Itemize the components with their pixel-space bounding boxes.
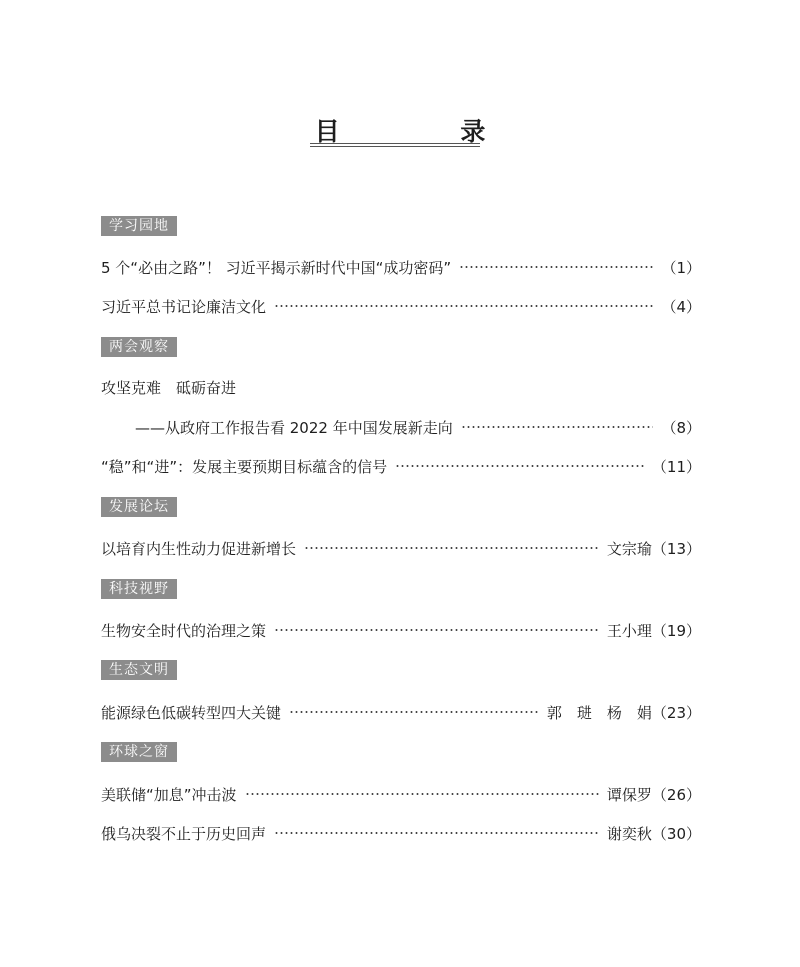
toc-entry[interactable]	[101, 256, 701, 278]
section-label: 发展论坛	[101, 497, 177, 517]
entry-title: 俄乌决裂不止于历史回声	[101, 824, 267, 843]
toc-entry[interactable]	[101, 619, 701, 641]
section-label: 科技视野	[101, 579, 177, 599]
section-label: 环球之窗	[101, 742, 177, 762]
entry-page: （11）	[651, 457, 701, 476]
entry-title: 习近平总书记论廉洁文化	[101, 297, 267, 316]
entry-title: 以培育内生性动力促进新增长	[101, 539, 297, 558]
toc-entry[interactable]	[101, 295, 701, 317]
entry-page: （8）	[661, 418, 701, 437]
toc-entry[interactable]	[101, 455, 701, 477]
entry-page: （23）	[651, 703, 701, 722]
entry-page: （26）	[651, 785, 701, 804]
entry-title[interactable]: 攻坚克难 砥砺奋进	[101, 379, 237, 397]
entry-page: （1）	[661, 258, 701, 277]
toc-title: 目 录	[314, 117, 542, 146]
dot-leader	[274, 305, 653, 307]
entry-page: （13）	[651, 539, 701, 558]
entry-page: （30）	[651, 824, 701, 843]
dot-leader	[274, 629, 599, 631]
toc-entry[interactable]	[101, 783, 701, 805]
entry-title: 生物安全时代的治理之策	[101, 621, 267, 640]
entry-author: 谭保罗	[606, 785, 652, 804]
entry-author: 文宗瑜	[606, 539, 652, 558]
dot-leader	[304, 547, 599, 549]
entry-page: （4）	[661, 297, 701, 316]
entry-page: （19）	[651, 621, 701, 640]
dot-leader	[289, 711, 539, 713]
entry-title: 美联储“加息”冲击波	[101, 785, 237, 804]
dot-leader	[245, 793, 599, 795]
dot-leader	[274, 832, 599, 834]
title-underline	[310, 143, 480, 144]
entry-title: “稳”和“进”：发展主要预期目标蕴含的信号	[101, 457, 388, 476]
dot-leader	[459, 266, 653, 268]
entry-title: 5 个“必由之路”！ 习近平揭示新时代中国“成功密码”	[101, 258, 452, 277]
dot-leader	[395, 465, 644, 467]
section-label: 生态文明	[101, 660, 177, 680]
section-label: 两会观察	[101, 337, 177, 357]
toc-entry[interactable]	[135, 416, 701, 438]
dot-leader	[461, 426, 654, 428]
entry-author: 谢奕秋	[606, 824, 652, 843]
entry-author: 王小理	[606, 621, 652, 640]
toc-entry[interactable]	[101, 537, 701, 559]
title-underline-2	[310, 146, 480, 147]
section-label: 学习园地	[101, 216, 177, 236]
toc-entry[interactable]	[101, 822, 701, 844]
toc-entry[interactable]	[101, 701, 701, 723]
entry-author: 郭 琎 杨 娟	[546, 703, 652, 722]
entry-subtitle: ——从政府工作报告看 2022 年中国发展新走向	[135, 418, 453, 437]
entry-title: 能源绿色低碳转型四大关键	[101, 703, 282, 722]
